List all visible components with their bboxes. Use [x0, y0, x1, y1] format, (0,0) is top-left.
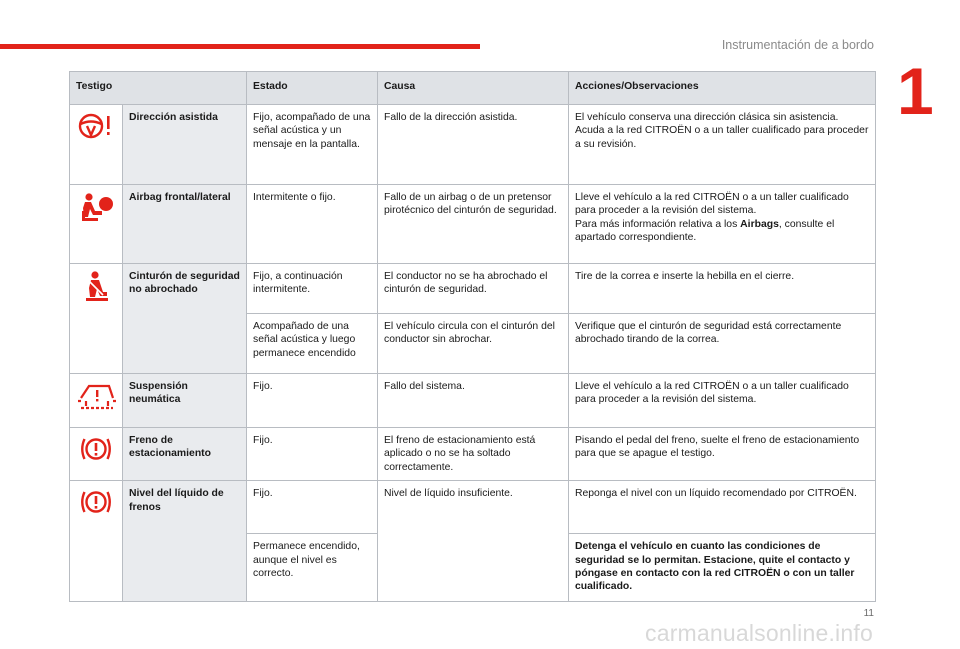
cause-cell: Fallo de un airbag o de un pretensor pirotécnico del cinturón de seguridad.	[378, 185, 569, 264]
section-title: Instrumentación de a bordo	[721, 38, 874, 52]
table-row	[70, 105, 876, 185]
state-cell: Fijo, a continuación intermitente.	[247, 264, 378, 314]
cause-cell: Fallo del sistema.	[378, 374, 569, 428]
cause-cell: El conductor no se ha abrochado el cinturón de seguridad.	[378, 264, 569, 314]
icon-cell	[70, 105, 123, 185]
icon-cell	[70, 374, 123, 428]
column-header-estado: Estado	[247, 72, 378, 105]
action-cell: El vehículo conserva una dirección clásica sin asistencia. Acuda a la red CITROËN o a un taller cualificado para proceder a su revisión.	[569, 105, 876, 185]
icon-cell	[70, 481, 123, 602]
parking-brake-warning-icon	[76, 456, 116, 467]
air-suspension-warning-icon	[76, 402, 118, 413]
state-cell: Fijo.	[247, 374, 378, 428]
action-cell: Pisando el pedal del freno, suelte el freno de estacionamiento para que se apague el testigo.	[569, 428, 876, 481]
indicator-name: Cinturón de seguridad no abrochado	[123, 264, 247, 374]
state-cell: Fijo.	[247, 481, 378, 534]
table-row	[70, 481, 876, 534]
cause-cell: Fallo de la dirección asistida.	[378, 105, 569, 185]
header-accent-bar	[0, 44, 480, 49]
indicator-name: Airbag frontal/lateral	[123, 185, 247, 264]
cause-cell: El vehículo circula con el cinturón del conductor sin abrochar.	[378, 314, 569, 374]
seatbelt-warning-icon	[76, 294, 116, 305]
watermark: carmanualsonline.info	[645, 620, 873, 646]
cause-cell: Nivel de líquido insuficiente.	[378, 481, 569, 602]
action-text: Para más información relativa a los	[575, 218, 741, 230]
column-header-acciones: Acciones/Observaciones	[569, 72, 876, 105]
state-cell: Permanece encendido, aunque el nivel es correcto.	[247, 534, 378, 602]
warning-lights-table	[69, 71, 876, 602]
action-cell	[569, 185, 876, 264]
airbags-keyword: Airbags	[740, 218, 779, 230]
action-warning-text: Detenga el vehículo en cuanto las condiciones de seguridad se lo permitan. Estacione, quite el contacto y póngase en contacto con la red CITROËN o con un taller cualificado.	[575, 541, 855, 593]
action-cell	[569, 534, 876, 602]
state-cell: Acompañado de una señal acústica y luego permanece encendido	[247, 314, 378, 374]
page-number: 11	[863, 608, 874, 619]
cause-cell: El freno de estacionamiento está aplicado o no se ha soltado correctamente.	[378, 428, 569, 481]
icon-cell	[70, 185, 123, 264]
icon-cell	[70, 264, 123, 374]
action-cell: Verifique que el cinturón de seguridad está correctamente abrochado tirando de la correa.	[569, 314, 876, 374]
icon-cell	[70, 428, 123, 481]
indicator-name: Freno de estacionamiento	[123, 428, 247, 481]
table-header-row	[70, 72, 876, 105]
indicator-name: Dirección asistida	[123, 105, 247, 185]
indicator-name: Suspensión neumática	[123, 374, 247, 428]
table-row	[70, 374, 876, 428]
state-cell: Intermitente o fijo.	[247, 185, 378, 264]
brake-fluid-warning-icon	[76, 509, 116, 520]
chapter-number: 1	[897, 54, 934, 128]
action-text: Lleve el vehículo a la red CITROËN o a un taller cualificado para proceder a la revisión del sistema.	[575, 192, 849, 217]
action-text: , consulte el apartado correspondiente.	[575, 218, 835, 244]
column-header-testigo: Testigo	[70, 72, 247, 105]
indicator-name: Nivel del líquido de frenos	[123, 481, 247, 602]
column-header-causa: Causa	[378, 72, 569, 105]
state-cell: Fijo, acompañado de una señal acústica y un mensaje en la pantalla.	[247, 105, 378, 185]
state-cell: Fijo.	[247, 428, 378, 481]
table-row	[70, 264, 876, 314]
power-steering-warning-icon	[76, 133, 116, 144]
table-row	[70, 185, 876, 264]
action-cell: Lleve el vehículo a la red CITROËN o a un taller cualificado para proceder a la revisión del sistema.	[569, 374, 876, 428]
action-cell: Reponga el nivel con un líquido recomendado por CITROËN.	[569, 481, 876, 534]
table-row	[70, 428, 876, 481]
action-cell: Tire de la correa e inserte la hebilla en el cierre.	[569, 264, 876, 314]
airbag-warning-icon	[76, 215, 116, 226]
